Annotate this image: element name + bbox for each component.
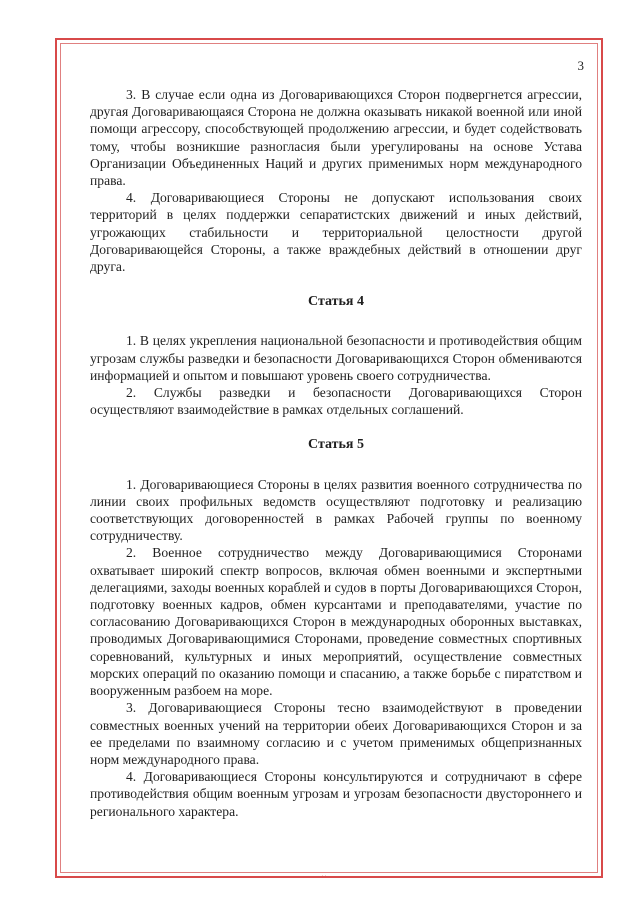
article-4-paragraph-1: 1. В целях укрепления национальной безопасности и противодействия общим угрозам службы разведки и безопасности Договаривающихся Сторон обмениваются информацией и опытом и повышают уровень своего сотрудничества. (90, 333, 582, 383)
article-5-paragraph-4: 4. Договаривающиеся Стороны консультируются и сотрудничают в сфере противодействия общим военным угрозам и угрозам безопасности двустороннего и регионального характера. (90, 769, 582, 819)
article-4-heading: Статья 4 (308, 294, 364, 310)
article-5-paragraph-3: 3. Договаривающиеся Стороны тесно взаимодействуют в проведении совместных военных учений на территории обеих Договаривающихся Сторон и за ее пределами по взаимному согласию и с учетом применимых общепризнанных норм международного права. (90, 700, 582, 767)
article-5-paragraph-2: 2. Военное сотрудничество между Договаривающимися Сторонами охватывает широкий спектр вопросов, включая обмен военными и экспертными делегациями, заходы военных кораблей и судов в порты Договаривающихся Сторон, подготовку военных кадров, обмен курсантами и преподавателями, участие по согласованию Договаривающихся Сторон в международных оборонных выставках, проводимых Договаривающимися Сторонами, проведение совместных спортивных соревнований, культурных и иных мероприятий, осуществление совместных морских операций по оказанию помощи и спасанию, а также борьбе с пиратством и вооруженным разбоем на море. (90, 545, 582, 699)
paragraph-3-4: 4. Договаривающиеся Стороны не допускают использования своих территорий в целях поддержки сепаратистских движений и иных действий, угрожающих стабильности и территориальной целостности другой Договаривающейся Стороны, а также враждебных действий в отношении друг друга. (90, 190, 582, 275)
page-number: 3 (577, 58, 584, 73)
border-ornament-icon: ⌄ (319, 870, 329, 881)
document-body (90, 86, 582, 820)
article-5-heading: Статья 5 (308, 437, 364, 453)
paragraph-3-3: 3. В случае если одна из Договаривающихся Сторон подвергнется агрессии, другая Договаривающаяся Сторона не должна оказывать никакой военной или иной помощи агрессору, способствующей продолжению агрессии, и будет содействовать тому, чтобы возникшие разногласия были урегулированы на основе Устава Организации Объединенных Наций и других применимых норм международного права. (90, 87, 582, 189)
article-5-paragraph-1: 1. Договаривающиеся Стороны в целях развития военного сотрудничества по линии своих профильных ведомств осуществляют подготовку и реализацию соответствующих договоренностей в рамках Рабочей группы по военному сотрудничеству. (90, 476, 582, 544)
article-4-paragraph-2: 2. Службы разведки и безопасности Договаривающихся Сторон осуществляют взаимодействие в рамках отдельных соглашений. (90, 385, 582, 418)
